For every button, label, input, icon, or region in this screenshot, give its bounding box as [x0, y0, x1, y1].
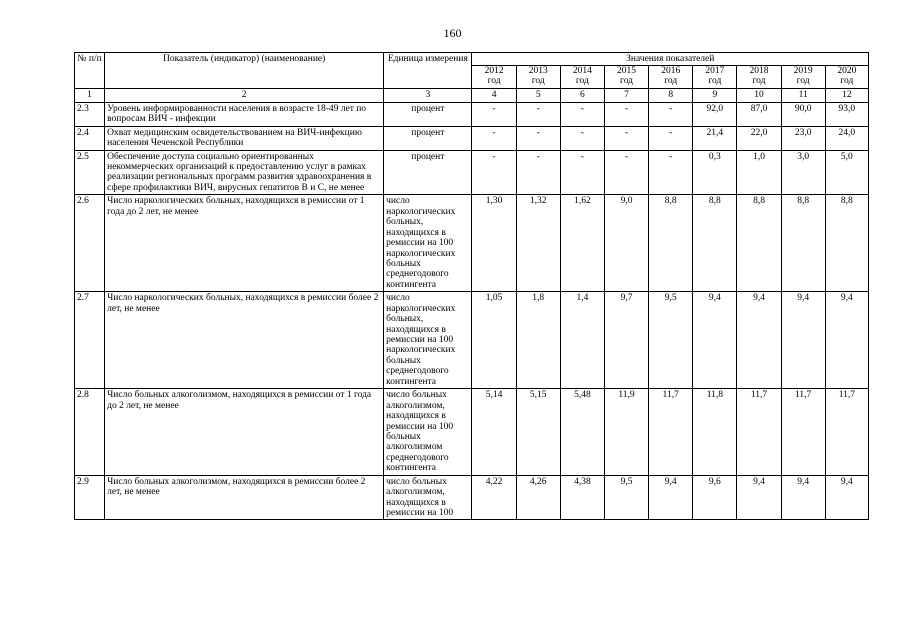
row-value: - [604, 150, 648, 195]
row-value: 9,4 [737, 292, 781, 389]
row-value: 8,8 [737, 195, 781, 292]
header-year-value: 2020 [837, 66, 857, 77]
row-value: 22,0 [737, 126, 781, 150]
row-value: 8,8 [781, 195, 825, 292]
header-year [516, 66, 560, 89]
row-value: 9,4 [693, 292, 737, 389]
header-unit: Единица измерения [384, 53, 472, 89]
header-year [560, 66, 604, 89]
column-number: 10 [737, 89, 781, 102]
row-value: 5,15 [516, 389, 560, 476]
header-year [737, 66, 781, 89]
row-value: 11,7 [781, 389, 825, 476]
row-number: 2.6 [75, 195, 105, 292]
row-value: 9,0 [604, 195, 648, 292]
header-year-value: 2019 [793, 66, 813, 77]
row-value: 9,7 [604, 292, 648, 389]
row-value: 8,8 [693, 195, 737, 292]
row-value: - [472, 150, 516, 195]
table-row [75, 102, 869, 126]
row-value: - [649, 150, 693, 195]
page-number: 160 [443, 26, 462, 40]
row-unit: число больных алкоголизмом, находящихся в ремиссии на 100 больных алкоголизмом среднегодового контингента [384, 389, 472, 476]
header-column-numbers-row [75, 89, 869, 102]
table-row [75, 292, 869, 389]
row-value: 11,7 [737, 389, 781, 476]
table-row [75, 389, 869, 476]
header-year [604, 66, 648, 89]
row-indicator: Охват медицинским освидетельствованием на ВИЧ-инфекцию населения Чеченской Республики [105, 126, 384, 150]
row-value: 11,7 [825, 389, 868, 476]
row-number: 2.9 [75, 475, 105, 520]
header-year-value: 2013 [528, 66, 548, 77]
row-unit: процент [384, 150, 472, 195]
header-year-suffix: год [752, 76, 766, 87]
column-number: 8 [649, 89, 693, 102]
header-indicator: Показатель (индикатор) (наименование) [105, 53, 384, 89]
row-value: 1,0 [737, 150, 781, 195]
row-value: 9,5 [604, 475, 648, 520]
column-number: 1 [75, 89, 105, 102]
row-value: - [516, 150, 560, 195]
row-value: - [516, 126, 560, 150]
header-year-value: 2012 [484, 66, 504, 77]
row-unit: число больных алкоголизмом, находящихся в ремиссии на 100 [384, 475, 472, 520]
header-year-suffix: год [620, 76, 634, 87]
row-indicator: Обеспечение доступа социально ориентированных некоммерческих организаций к предоставлению услуг в рамках реализации региональных программ развития здравоохранения в сфере профилактики ВИЧ, вирусных гепатитов В и С, не менее [105, 150, 384, 195]
row-value: - [472, 126, 516, 150]
row-number: 2.7 [75, 292, 105, 389]
row-value: 92,0 [693, 102, 737, 126]
table-row [75, 126, 869, 150]
row-value: 9,4 [781, 292, 825, 389]
header-year [825, 66, 868, 89]
indicators-table [74, 52, 869, 520]
row-number: 2.5 [75, 150, 105, 195]
column-number: 6 [560, 89, 604, 102]
row-value: 1,4 [560, 292, 604, 389]
row-value: 23,0 [781, 126, 825, 150]
table-row [75, 195, 869, 292]
row-value: - [604, 102, 648, 126]
row-value: - [560, 102, 604, 126]
row-value: 5,14 [472, 389, 516, 476]
table-header [75, 53, 869, 103]
row-value: 11,9 [604, 389, 648, 476]
header-year-suffix: год [487, 76, 501, 87]
row-value: - [604, 126, 648, 150]
row-value: - [649, 102, 693, 126]
row-value: 1,62 [560, 195, 604, 292]
header-year [649, 66, 693, 89]
column-number: 7 [604, 89, 648, 102]
row-value: 11,8 [693, 389, 737, 476]
row-indicator: Число больных алкоголизмом, находящихся в ремиссии от 1 года до 2 лет, не менее [105, 389, 384, 476]
row-value: - [516, 102, 560, 126]
row-value: 1,05 [472, 292, 516, 389]
row-value: 3,0 [781, 150, 825, 195]
row-value: 4,38 [560, 475, 604, 520]
row-value: 1,30 [472, 195, 516, 292]
row-value: 8,8 [825, 195, 868, 292]
row-value: - [560, 126, 604, 150]
row-value: 4,26 [516, 475, 560, 520]
row-value: 9,4 [649, 475, 693, 520]
header-year-suffix: год [575, 76, 589, 87]
row-value: - [649, 126, 693, 150]
row-value: - [560, 150, 604, 195]
row-indicator: Число больных алкоголизмом, находящихся в ремиссии более 2 лет, не менее [105, 475, 384, 520]
header-year [693, 66, 737, 89]
header-year-value: 2016 [661, 66, 681, 77]
header-year-value: 2018 [749, 66, 769, 77]
row-value: 9,5 [649, 292, 693, 389]
row-value: 4,22 [472, 475, 516, 520]
header-year-value: 2015 [617, 66, 637, 77]
row-value: 1,32 [516, 195, 560, 292]
row-unit: число наркологических больных, находящихся в ремиссии на 100 наркологических больных среднегодового контингента [384, 195, 472, 292]
row-unit: процент [384, 126, 472, 150]
header-year-suffix: год [531, 76, 545, 87]
row-value: 9,4 [825, 475, 868, 520]
row-unit: число наркологических больных, находящихся в ремиссии на 100 наркологических больных среднегодового контингента [384, 292, 472, 389]
row-value: 9,6 [693, 475, 737, 520]
row-value: 11,7 [649, 389, 693, 476]
row-value: 21,4 [693, 126, 737, 150]
row-number: 2.8 [75, 389, 105, 476]
row-value: 9,4 [737, 475, 781, 520]
header-year-suffix: год [664, 76, 678, 87]
row-value: 9,4 [781, 475, 825, 520]
row-indicator: Уровень информированности населения в возрасте 18-49 лет по вопросам ВИЧ - инфекции [105, 102, 384, 126]
header-year [781, 66, 825, 89]
column-number: 4 [472, 89, 516, 102]
row-indicator: Число наркологических больных, находящихся в ремиссии от 1 года до 2 лет, не менее [105, 195, 384, 292]
header-year-suffix: год [796, 76, 810, 87]
row-value: 0,3 [693, 150, 737, 195]
table-body [75, 102, 869, 520]
header-num: № п/п [75, 53, 105, 89]
header-year-suffix: год [708, 76, 722, 87]
table-row [75, 475, 869, 520]
row-number: 2.3 [75, 102, 105, 126]
row-value: - [472, 102, 516, 126]
row-value: 90,0 [781, 102, 825, 126]
column-number: 11 [781, 89, 825, 102]
row-value: 87,0 [737, 102, 781, 126]
row-value: 5,48 [560, 389, 604, 476]
row-unit: процент [384, 102, 472, 126]
row-value: 1,8 [516, 292, 560, 389]
row-indicator: Число наркологических больных, находящихся в ремиссии более 2 лет, не менее [105, 292, 384, 389]
header-year-value: 2014 [572, 66, 592, 77]
row-value: 8,8 [649, 195, 693, 292]
row-value: 5,0 [825, 150, 868, 195]
column-number: 3 [384, 89, 472, 102]
column-number: 5 [516, 89, 560, 102]
row-value: 93,0 [825, 102, 868, 126]
header-year-value: 2017 [705, 66, 725, 77]
row-value: 24,0 [825, 126, 868, 150]
column-number: 12 [825, 89, 868, 102]
header-values: Значения показателей [472, 53, 869, 66]
column-number: 2 [105, 89, 384, 102]
column-number: 9 [693, 89, 737, 102]
header-year-suffix: год [840, 76, 854, 87]
row-number: 2.4 [75, 126, 105, 150]
row-value: 9,4 [825, 292, 868, 389]
table-row [75, 150, 869, 195]
header-year [472, 66, 516, 89]
